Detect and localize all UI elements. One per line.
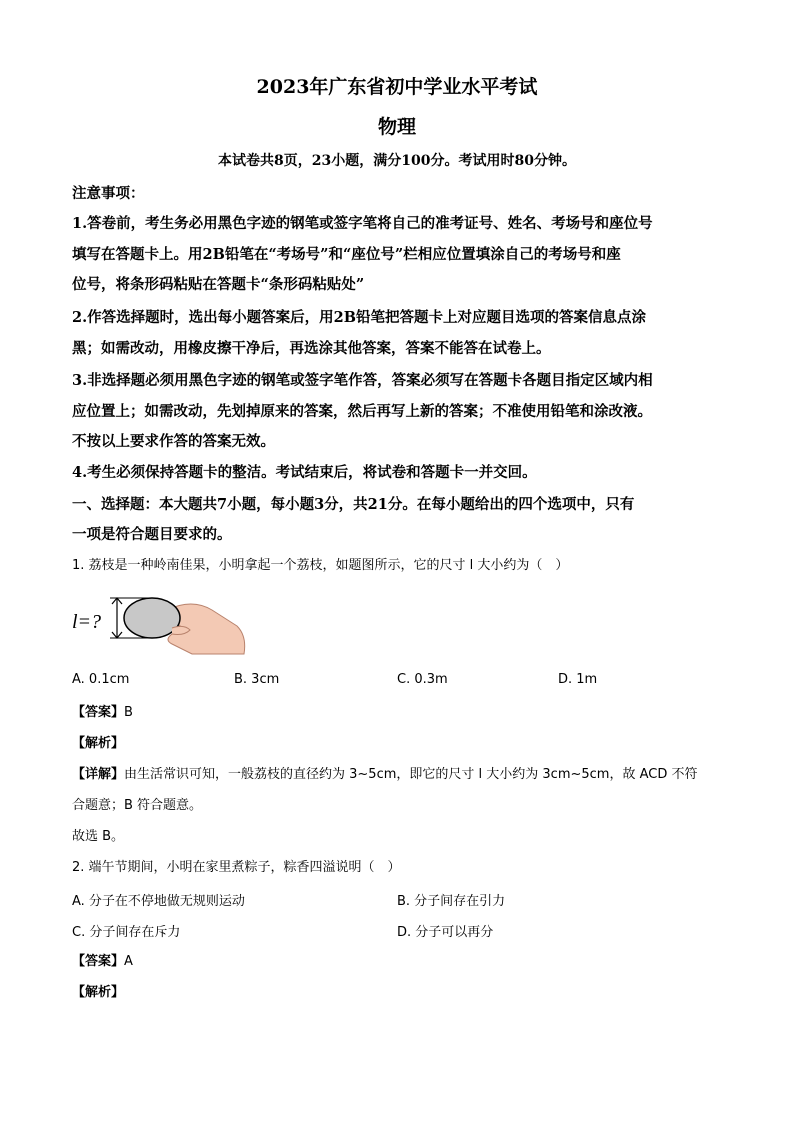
notice-item-1-line-3: 位号，将条形码粘贴在答题卡“条形码粘贴处”	[72, 276, 365, 293]
q1-detail-line-2: 合题意；B 符合题意。	[72, 798, 203, 813]
exam-title: 2023年广东省初中学业水平考试	[256, 76, 538, 98]
q1-conclusion: 故选 B。	[72, 829, 125, 844]
notice-heading: 注意事项：	[72, 185, 145, 202]
notice-item-2-line-1: 2.作答选择题时，选出每小题答案后，用2B铅笔把答题卡上对应题目选项的答案信息点涂	[72, 309, 646, 326]
section-heading-line-1: 一、选择题：本大题共7小题，每小题3分，共21分。在每小题给出的四个选项中，只有	[72, 496, 635, 513]
answer-tag: 【答案】	[72, 954, 125, 969]
q1-option-a: A. 0.1cm	[72, 672, 130, 687]
notice-item-3-line-1: 3.非选择题必须用黑色字迹的钢笔或签字笔作答，答案必须写在答题卡各题目指定区域内相	[72, 372, 653, 389]
q2-option-a: A. 分子在不停地做无规则运动	[72, 894, 245, 909]
q2-answer	[72, 952, 133, 972]
subject-title: 物理	[377, 116, 416, 138]
q2-analysis-tag	[72, 983, 124, 1003]
question-1-stem: 1. 荔枝是一种岭南佳果，小明拿起一个荔枝，如题图所示，它的尺寸 l 大小约为（ ）	[72, 558, 569, 573]
notice-item-4: 4.考生必须保持答题卡的整洁。考试结束后，将试卷和答题卡一并交回。	[72, 464, 537, 481]
notice-item-1-line-2: 填写在答题卡上。用2B铅笔在“考场号”和“座位号”栏相应位置填涂自己的考场号和座	[72, 246, 621, 263]
q1-option-c: C. 0.3m	[397, 672, 448, 687]
q2-option-d: D. 分子可以再分	[397, 925, 494, 940]
notice-item-3-line-2: 应位置上；如需改动，先划掉原来的答案，然后再写上新的答案；不准使用铅笔和涂改液。	[72, 403, 652, 420]
detail-text: 由生活常识可知，一般荔枝的直径约为 3~5cm，即它的尺寸 l 大小约为 3cm~5cm，故 ACD 不符	[124, 767, 698, 782]
notice-item-2-line-2: 黑；如需改动，用橡皮擦干净后，再选涂其他答案，答案不能答在试卷上。	[72, 340, 551, 357]
answer-value: A	[124, 954, 133, 969]
lychee-hand-figure	[72, 588, 247, 656]
figure-label: l=?	[72, 611, 102, 633]
q1-option-b: B. 3cm	[234, 672, 280, 687]
answer-value: B	[124, 705, 133, 720]
notice-item-1-line-1: 1.答卷前，考生务必用黑色字迹的钢笔或签字笔将自己的准考证号、姓名、考场号和座位号	[72, 215, 653, 232]
q1-analysis-tag	[72, 734, 124, 754]
detail-tag: 【详解】	[72, 767, 125, 782]
q1-option-d: D. 1m	[558, 672, 598, 687]
lychee-icon	[124, 598, 180, 638]
analysis-tag: 【解析】	[72, 736, 125, 751]
question-2-stem: 2. 端午节期间，小明在家里煮粽子，粽香四溢说明（ ）	[72, 860, 401, 875]
q2-option-b: B. 分子间存在引力	[397, 894, 506, 909]
exam-info: 本试卷共8页，23小题，满分100分。考试用时80分钟。	[218, 153, 576, 169]
q1-detail-line-1	[72, 765, 732, 785]
section-heading-line-2: 一项是符合题目要求的。	[72, 526, 232, 543]
q2-option-c: C. 分子间存在斥力	[72, 925, 181, 940]
notice-item-3-line-3: 不按以上要求作答的答案无效。	[72, 433, 275, 450]
analysis-tag: 【解析】	[72, 985, 125, 1000]
q1-answer	[72, 703, 133, 723]
answer-tag: 【答案】	[72, 705, 125, 720]
